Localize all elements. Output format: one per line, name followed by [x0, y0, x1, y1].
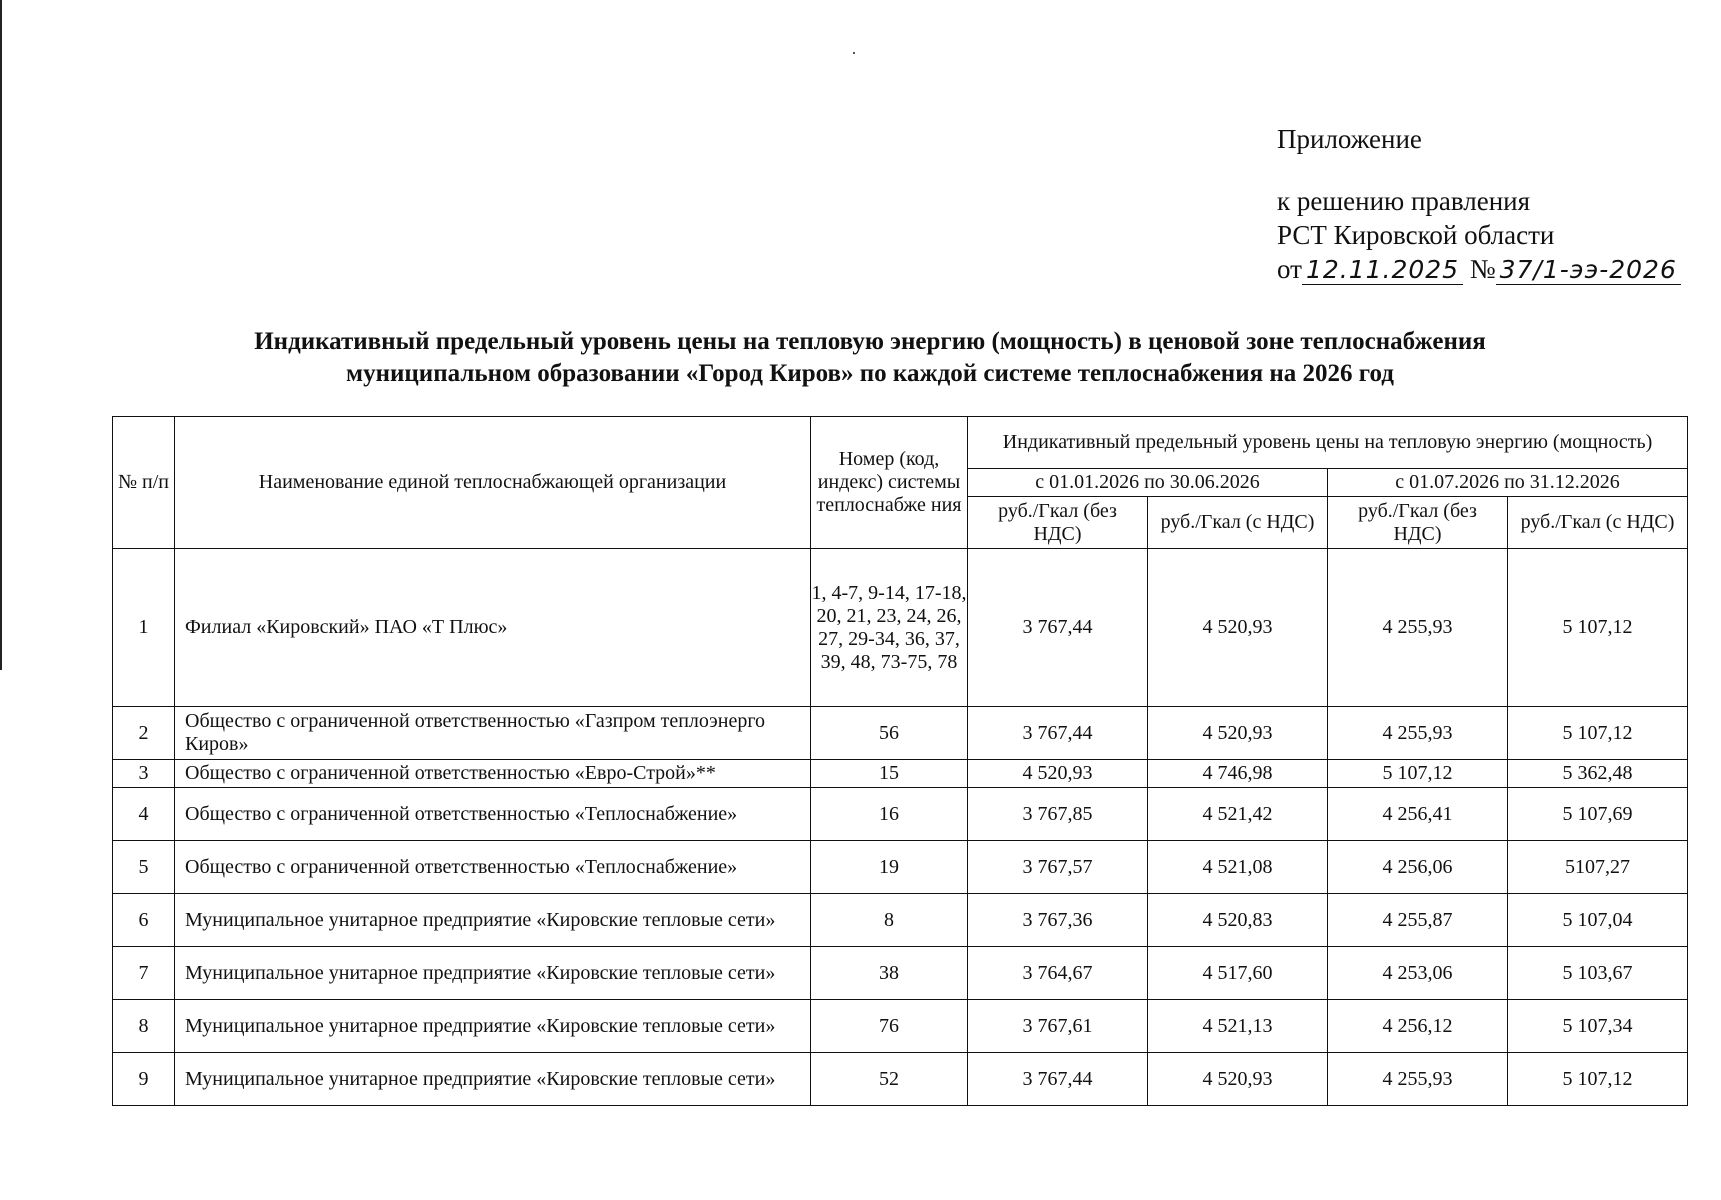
table-row [113, 1000, 1688, 1053]
scan-edge-line [0, 0, 2, 670]
row-p2-vat: 5107,27 [1508, 841, 1688, 894]
row-p2-vat: 5 103,67 [1508, 947, 1688, 1000]
document-title [110, 326, 1630, 390]
row-p1-vat: 4 746,98 [1148, 760, 1328, 788]
date-prefix: от [1277, 254, 1302, 284]
document-title-line-2: муниципальном образовании «Город Киров» по каждой системе теплоснабжения на 2026 год [346, 360, 1394, 387]
table-row [113, 788, 1688, 841]
row-p1-vat: 4 520,93 [1148, 707, 1328, 760]
header-p2-no-vat: руб./Гкал (без НДС) [1328, 497, 1508, 549]
row-p2-no-vat: 4 256,41 [1328, 788, 1508, 841]
header-system-number: Номер (код, индекс) системы теплоснабже ния [811, 417, 968, 549]
row-no: 7 [113, 947, 175, 1000]
appendix-title: Приложение [1277, 124, 1422, 154]
appendix-block [1277, 122, 1681, 287]
row-p1-vat: 4 520,93 [1148, 549, 1328, 707]
header-p1-no-vat: руб./Гкал (без НДС) [968, 497, 1148, 549]
row-no: 1 [113, 549, 175, 707]
table-row [113, 841, 1688, 894]
row-p2-vat: 5 107,12 [1508, 1053, 1688, 1106]
row-p2-no-vat: 4 256,12 [1328, 1000, 1508, 1053]
row-organization: Общество с ограниченной ответственностью «Евро-Строй»** [175, 760, 811, 788]
row-no: 6 [113, 894, 175, 947]
table-row [113, 894, 1688, 947]
row-p1-vat: 4 521,13 [1148, 1000, 1328, 1053]
row-p2-vat: 5 107,12 [1508, 707, 1688, 760]
row-p2-no-vat: 4 255,93 [1328, 707, 1508, 760]
row-no: 5 [113, 841, 175, 894]
row-system: 16 [811, 788, 968, 841]
header-period-2: с 01.07.2026 по 31.12.2026 [1328, 469, 1688, 497]
table-row [113, 760, 1688, 788]
table-row [113, 549, 1688, 707]
row-p2-no-vat: 4 253,06 [1328, 947, 1508, 1000]
row-system: 15 [811, 760, 968, 788]
row-system: 76 [811, 1000, 968, 1053]
document-title-line-1: Индикативный предельный уровень цены на тепловую энергию (мощность) в ценовой зоне теплоснабжения [254, 328, 1486, 355]
row-no: 3 [113, 760, 175, 788]
row-organization: Муниципальное унитарное предприятие «Кировские тепловые сети» [175, 1000, 811, 1053]
row-p1-no-vat: 3 764,67 [968, 947, 1148, 1000]
row-p2-vat: 5 107,69 [1508, 788, 1688, 841]
row-p1-vat: 4 521,42 [1148, 788, 1328, 841]
handwritten-number: 37/1-ээ-2026 [1496, 255, 1681, 285]
row-organization: Общество с ограниченной ответственностью «Газпром теплоэнерго Киров» [175, 707, 811, 760]
row-no: 2 [113, 707, 175, 760]
row-system: 1, 4-7, 9-14, 17-18, 20, 21, 23, 24, 26, 27, 29-34, 36, 37, 39, 48, 73-75, 78 [811, 549, 968, 707]
row-p2-vat: 5 107,12 [1508, 549, 1688, 707]
row-p2-vat: 5 107,34 [1508, 1000, 1688, 1053]
row-p1-no-vat: 4 520,93 [968, 760, 1148, 788]
header-p2-vat: руб./Гкал (с НДС) [1508, 497, 1688, 549]
header-price-group: Индикативный предельный уровень цены на тепловую энергию (мощность) [968, 417, 1688, 469]
row-p1-no-vat: 3 767,44 [968, 707, 1148, 760]
row-organization: Общество с ограниченной ответственностью «Теплоснабжение» [175, 841, 811, 894]
row-organization: Муниципальное унитарное предприятие «Кировские тепловые сети» [175, 947, 811, 1000]
header-no: № п/п [113, 417, 175, 549]
row-no: 8 [113, 1000, 175, 1053]
row-p1-no-vat: 3 767,61 [968, 1000, 1148, 1053]
row-p2-no-vat: 4 256,06 [1328, 841, 1508, 894]
table-row [113, 947, 1688, 1000]
row-p1-vat: 4 521,08 [1148, 841, 1328, 894]
row-organization: Муниципальное унитарное предприятие «Кировские тепловые сети» [175, 1053, 811, 1106]
row-p1-vat: 4 520,83 [1148, 894, 1328, 947]
row-no: 9 [113, 1053, 175, 1106]
row-p1-no-vat: 3 767,36 [968, 894, 1148, 947]
row-p2-no-vat: 4 255,87 [1328, 894, 1508, 947]
row-system: 56 [811, 707, 968, 760]
row-no: 4 [113, 788, 175, 841]
appendix-date-line [1277, 252, 1681, 287]
price-table [112, 416, 1688, 1106]
handwritten-date: 12.11.2025 [1302, 255, 1463, 285]
row-p2-vat: 5 362,48 [1508, 760, 1688, 788]
header-period-1: с 01.01.2026 по 30.06.2026 [968, 469, 1328, 497]
row-system: 8 [811, 894, 968, 947]
row-p1-no-vat: 3 767,85 [968, 788, 1148, 841]
scan-speck [853, 52, 855, 54]
header-organization: Наименование единой теплоснабжающей организации [175, 417, 811, 549]
row-p1-vat: 4 520,93 [1148, 1053, 1328, 1106]
appendix-line-2: РСТ Кировской области [1277, 220, 1555, 250]
appendix-line-1: к решению правления [1277, 186, 1531, 216]
row-p2-vat: 5 107,04 [1508, 894, 1688, 947]
header-p1-vat: руб./Гкал (с НДС) [1148, 497, 1328, 549]
row-p1-vat: 4 517,60 [1148, 947, 1328, 1000]
row-p1-no-vat: 3 767,57 [968, 841, 1148, 894]
row-organization: Общество с ограниченной ответственностью «Теплоснабжение» [175, 788, 811, 841]
row-system: 52 [811, 1053, 968, 1106]
row-p1-no-vat: 3 767,44 [968, 549, 1148, 707]
row-p1-no-vat: 3 767,44 [968, 1053, 1148, 1106]
row-p2-no-vat: 4 255,93 [1328, 549, 1508, 707]
row-organization: Муниципальное унитарное предприятие «Кировские тепловые сети» [175, 894, 811, 947]
row-organization: Филиал «Кировский» ПАО «Т Плюс» [175, 549, 811, 707]
row-p2-no-vat: 5 107,12 [1328, 760, 1508, 788]
row-system: 38 [811, 947, 968, 1000]
row-system: 19 [811, 841, 968, 894]
number-prefix: № [1469, 254, 1496, 284]
table-row [113, 1053, 1688, 1106]
row-p2-no-vat: 4 255,93 [1328, 1053, 1508, 1106]
table-row [113, 707, 1688, 760]
